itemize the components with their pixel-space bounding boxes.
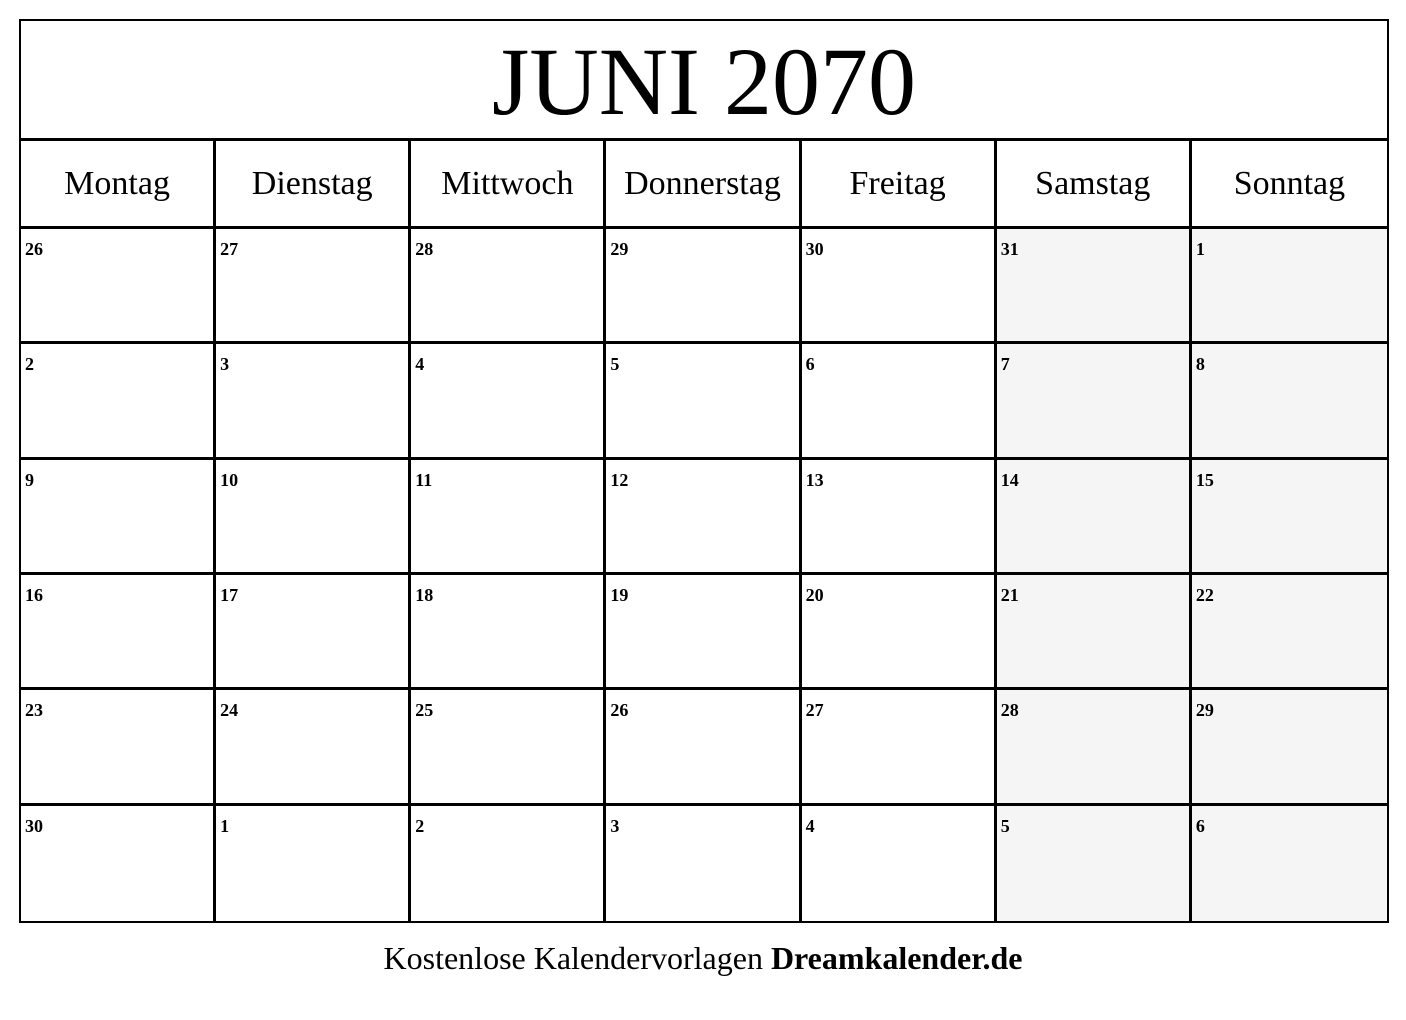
day-cell-weekend (1192, 690, 1387, 805)
day-number: 22 (1195, 585, 1214, 605)
day-cell (606, 690, 801, 805)
day-number: 1 (1195, 239, 1205, 259)
day-cell (606, 344, 801, 459)
day-number: 12 (610, 469, 629, 490)
day-cell (606, 806, 801, 921)
day-cell (411, 806, 606, 921)
day-cell-weekend (1192, 806, 1387, 921)
weekday-tuesday: Dienstag (216, 141, 411, 229)
day-cell (21, 575, 216, 690)
day-number: 21 (1000, 585, 1019, 605)
day-number: 28 (1000, 700, 1019, 721)
day-number: 26 (610, 700, 629, 721)
day-cell (21, 229, 216, 344)
day-number: 1 (220, 815, 230, 836)
day-cell-weekend (997, 690, 1192, 805)
day-cell-weekend (997, 229, 1192, 344)
day-number: 23 (25, 700, 43, 721)
day-number: 5 (610, 354, 620, 375)
footer-text: Kostenlose Kalendervorlagen (383, 940, 763, 976)
day-cell-weekend (1192, 460, 1387, 575)
day-cell (802, 229, 997, 344)
day-cell (411, 690, 606, 805)
day-number: 6 (1195, 815, 1205, 836)
day-number: 18 (415, 585, 434, 605)
day-cell (216, 690, 411, 805)
day-cell (21, 690, 216, 805)
day-cell-weekend (997, 575, 1192, 690)
weekday-saturday: Samstag (997, 141, 1192, 229)
weekday-wednesday: Mittwoch (411, 141, 606, 229)
day-number: 4 (415, 354, 425, 375)
day-number: 16 (25, 585, 43, 605)
day-number: 6 (805, 354, 815, 375)
day-cell (21, 460, 216, 575)
day-cell (216, 229, 411, 344)
day-cell (216, 460, 411, 575)
day-number: 3 (610, 815, 620, 836)
day-cell-weekend (997, 806, 1192, 921)
calendar-grid (21, 141, 1387, 921)
day-cell (216, 575, 411, 690)
day-number: 2 (25, 354, 34, 375)
day-number: 29 (1195, 700, 1214, 721)
day-number: 5 (1000, 815, 1010, 836)
calendar-title: JUNI 2070 (492, 27, 916, 135)
day-cell (21, 344, 216, 459)
calendar-header (21, 21, 1387, 141)
day-cell (216, 344, 411, 459)
day-number: 30 (805, 239, 824, 259)
day-cell-weekend (1192, 229, 1387, 344)
footer (0, 938, 1406, 978)
day-cell (411, 575, 606, 690)
day-number: 29 (610, 239, 629, 259)
day-number: 28 (415, 239, 434, 259)
calendar (19, 19, 1389, 923)
day-number: 20 (805, 585, 824, 605)
day-number: 17 (220, 585, 239, 605)
day-cell (606, 460, 801, 575)
day-number: 27 (805, 700, 824, 721)
day-number: 15 (1195, 469, 1214, 490)
day-number: 13 (805, 469, 824, 490)
day-cell (411, 344, 606, 459)
day-number: 14 (1000, 469, 1019, 490)
day-number: 8 (1195, 354, 1205, 375)
day-cell (21, 806, 216, 921)
day-cell (802, 690, 997, 805)
day-cell (802, 344, 997, 459)
day-number: 11 (415, 469, 433, 490)
day-number: 25 (415, 700, 434, 721)
day-cell (411, 229, 606, 344)
day-cell (802, 806, 997, 921)
day-number: 9 (25, 469, 34, 490)
day-number: 26 (25, 239, 43, 259)
day-cell-weekend (997, 344, 1192, 459)
day-number: 30 (25, 815, 43, 836)
day-number: 24 (220, 700, 239, 721)
day-number: 27 (220, 239, 239, 259)
day-number: 3 (220, 354, 230, 375)
weekday-sunday: Sonntag (1192, 141, 1387, 229)
day-number: 31 (1000, 239, 1019, 259)
day-number: 4 (805, 815, 815, 836)
day-number: 7 (1000, 354, 1010, 375)
day-cell (606, 575, 801, 690)
day-cell (802, 460, 997, 575)
weekday-thursday: Donnerstag (606, 141, 801, 229)
day-number: 10 (220, 469, 239, 490)
day-cell-weekend (1192, 575, 1387, 690)
day-number: 19 (610, 585, 629, 605)
day-cell (606, 229, 801, 344)
day-cell (802, 575, 997, 690)
day-cell (216, 806, 411, 921)
footer-brand-link[interactable]: Dreamkalender.de (770, 940, 1023, 976)
day-cell-weekend (997, 460, 1192, 575)
day-cell (411, 460, 606, 575)
day-cell-weekend (1192, 344, 1387, 459)
weekday-monday: Montag (21, 141, 216, 229)
weekday-friday: Freitag (802, 141, 997, 229)
day-number: 2 (415, 815, 425, 836)
